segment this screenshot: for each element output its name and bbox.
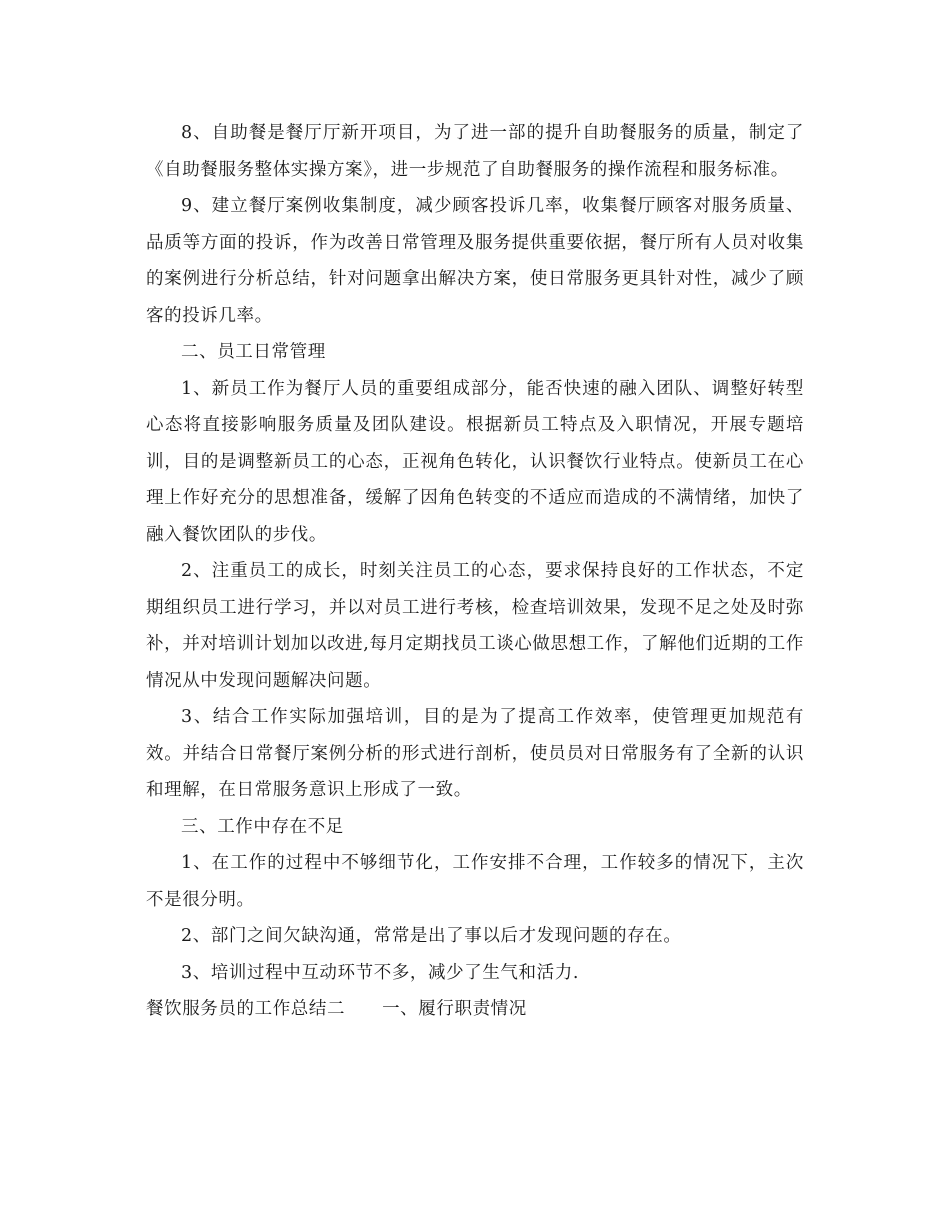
paragraph-item-9: 9、建立餐厅案例收集制度，减少顾客投诉几率，收集餐厅顾客对服务质量、品质等方面的投诉，作为改善日常管理及服务提供重要依据，餐厅所有人员对收集的案例进行分析总结，针对问题拿出解决方案，使日常服务更具针对性，减少了顾客的投诉几率。 [146, 196, 804, 326]
next-summary-title: 餐饮服务员的工作总结二 一、履行职责情况 [146, 999, 527, 1019]
paragraph-staff-growth: 2、注重员工的成长，时刻关注员工的心态，要求保持良好的工作状态，不定期组织员工进行学习，并以对员工进行考核，检查培训效果，发现不足之处及时弥补，并对培训计划加以改进,每月定期找员工谈心做思想工作，了解他们近期的工作情况从中发现问题解决问题。 [146, 561, 804, 691]
paragraph-shortcoming-2: 2、部门之间欠缺沟通，常常是出了事以后才发现问题的存在。 [181, 926, 682, 946]
paragraph-shortcoming-3: 3、培训过程中互动环节不多，减少了生气和活力. [181, 962, 579, 983]
paragraph-training: 3、结合工作实际加强培训，目的是为了提高工作效率，使管理更加规范有效。并结合日常餐厅案例分析的形式进行剖析，使员员对日常服务有了全新的认识和理解，在日常服务意识上形成了一致。 [146, 707, 804, 800]
section-heading-shortcomings: 三、工作中存在不足 [181, 816, 344, 837]
paragraph-shortcoming-1: 1、在工作的过程中不够细节化，工作安排不合理，工作较多的情况下，主次不是很分明。 [146, 853, 804, 910]
section-heading-staff-management: 二、员工日常管理 [181, 342, 326, 362]
paragraph-item-8: 8、自助餐是餐厅厅新开项目，为了进一部的提升自助餐服务的质量，制定了《自助餐服务整体实操方案》，进一步规范了自助餐服务的操作流程和服务标准。 [146, 123, 804, 180]
paragraph-new-staff: 1、新员工作为餐厅人员的重要组成部分，能否快速的融入团队、调整好转型心态将直接影响服务质量及团队建设。根据新员工特点及入职情况，开展专题培训，目的是调整新员工的心态，正视角色转化，认识餐饮行业特点。使新员工在心理上作好充分的思想准备，缓解了因角色转变的不适应而造成的不满情绪，加快了融入餐饮团队的步伐。 [146, 378, 804, 545]
document-body [146, 115, 804, 1028]
